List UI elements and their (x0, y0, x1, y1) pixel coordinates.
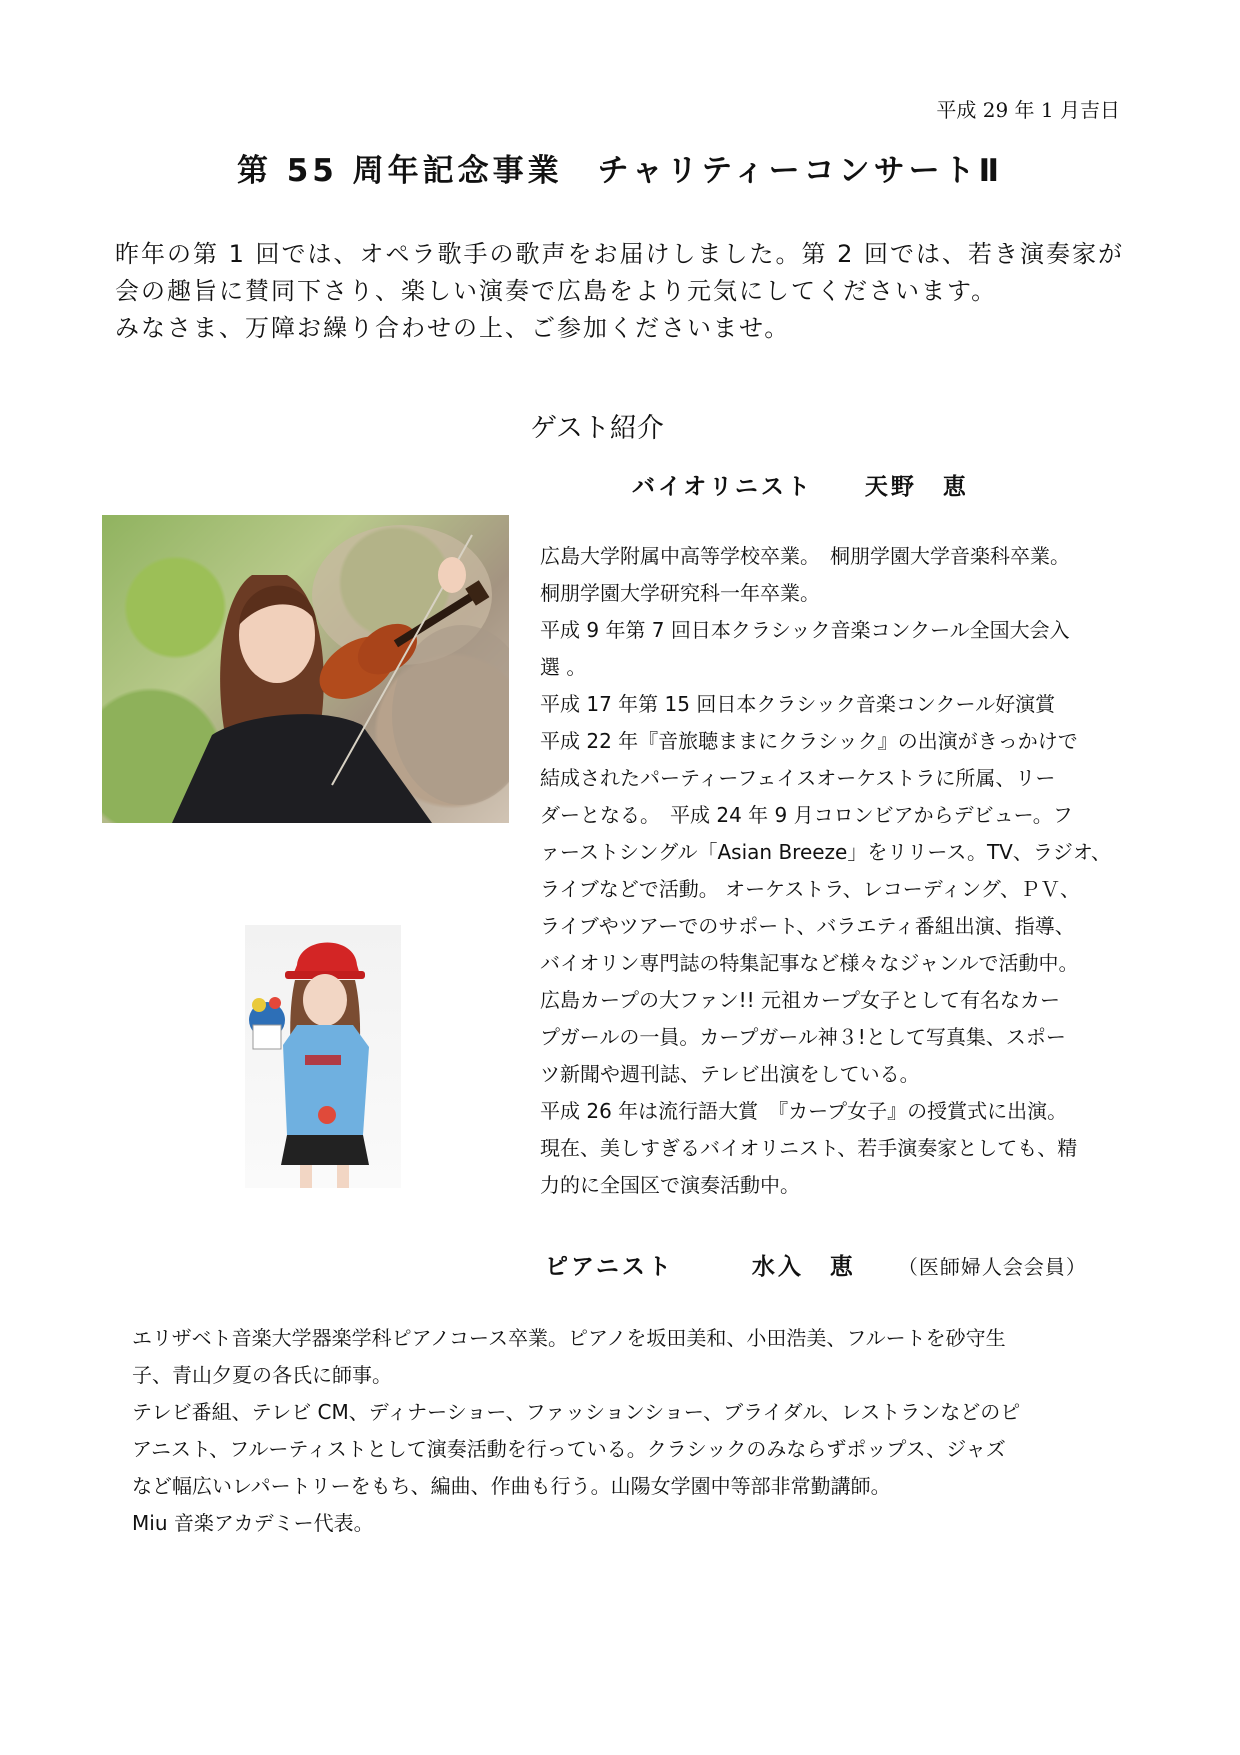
intro-line: 会の趣旨に賛同下さり、楽しい演奏で広島をより元気にしてくださいます。 (115, 277, 998, 305)
guest1-biography (540, 538, 1160, 1204)
document-title: 第 55 周年記念事業 チャリティーコンサートⅡ (236, 153, 1004, 189)
intro-paragraph (115, 236, 1145, 347)
bio-line: 選 。 (540, 655, 587, 679)
bio-line: ライブなどで活動。 オーケストラ、レコーディング、ＰＶ、 (540, 877, 1080, 901)
bio-line: 結成されたパーティーフェイスオーケストラに所属、リー (540, 766, 1056, 790)
bio-line: など幅広いレパートリーをもち、編曲、作曲も行う。山陽女学園中等部非常勤講師。 (132, 1474, 891, 1498)
bio-line: ライブやツアーでのサポート、バラエティ番組出演、指導、 (540, 914, 1075, 938)
document-date: 平成 29 年 1 月吉日 (936, 98, 1120, 122)
bio-line: 広島大学附属中高等学校卒業。 桐朋学園大学音楽科卒業。 (540, 544, 1070, 568)
guest2-heading (545, 1248, 1087, 1281)
violinist-photo-illustration (102, 515, 509, 823)
bio-line: プガールの一員。カープガール神３!として写真集、スポー (540, 1025, 1066, 1049)
guest2-affiliation: （医師婦人会会員） (907, 1255, 1087, 1279)
guest2-name: ピアニスト 水入 恵 (545, 1254, 856, 1280)
guest2-biography (132, 1320, 1152, 1542)
bio-line: 平成 22 年『音旅聴ままにクラシック』の出演がきっかけで (540, 729, 1078, 753)
violinist-carp-photo (245, 925, 401, 1188)
bio-line: ダーとなる。 平成 24 年 9 月コロンビアからデビュー。フ (540, 803, 1073, 827)
bio-line: テレビ番組、テレビ CM、ディナーショー、ファッションショー、ブライダル、レストランなどのピ (132, 1400, 1021, 1424)
bio-line: アニスト、フルーティストとして演奏活動を行っている。クラシックのみならずポップス、ジャズ (132, 1437, 1006, 1461)
bio-line: 平成 17 年第 15 回日本クラシック音楽コンクール好演賞 (540, 692, 1056, 716)
bio-line: 平成 9 年第 7 回日本クラシック音楽コンクール全国大会入 (540, 618, 1070, 642)
violinist-photo (102, 515, 509, 823)
bio-line: ァーストシングル「Asian Breeze」をリリース。TV、ラジオ、 (540, 840, 1112, 864)
intro-line: みなさま、万障お繰り合わせの上、ご参加くださいませ。 (115, 314, 791, 342)
bio-line: 桐朋学園大学研究科一年卒業。 (540, 581, 820, 605)
bio-line: エリザベト音楽大学器楽学科ピアノコース卒業。ピアノを坂田美和、小田浩美、フルートを砂守生 (132, 1326, 1006, 1350)
guest1-heading: バイオリニスト 天野 恵 (632, 474, 969, 500)
bio-line: 子、青山夕夏の各氏に師事。 (132, 1363, 392, 1387)
bio-line: ツ新聞や週刊誌、テレビ出演をしている。 (540, 1062, 920, 1086)
bio-line: 広島カープの大ファン!! 元祖カープ女子として有名なカー (540, 988, 1060, 1012)
section-heading-guests: ゲスト紹介 (530, 413, 664, 444)
violinist-carp-illustration (245, 925, 401, 1188)
bio-line: バイオリン専門誌の特集記事など様々なジャンルで活動中。 (540, 951, 1079, 975)
bio-line: Miu 音楽アカデミー代表。 (132, 1511, 374, 1535)
bio-line: 力的に全国区で演奏活動中。 (540, 1173, 800, 1197)
intro-line: 昨年の第 1 回では、オペラ歌手の歌声をお届けしました。第 2 回では、若き演奏家が (115, 240, 1125, 268)
bio-line: 平成 26 年は流行語大賞 『カープ女子』の授賞式に出演。 (540, 1099, 1068, 1123)
bio-line: 現在、美しすぎるバイオリニスト、若手演奏家としても、精 (540, 1136, 1078, 1160)
